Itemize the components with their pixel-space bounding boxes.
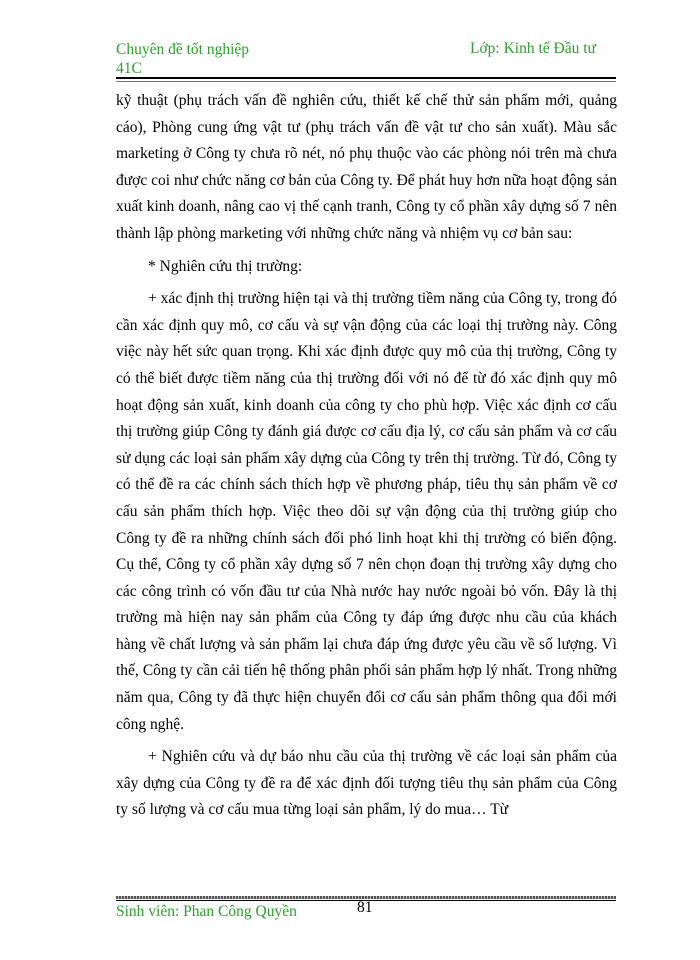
header-title-line: Chuyên đề tốt nghiệp [116, 41, 250, 58]
header-class-code: 41C [116, 60, 142, 77]
page-number: 81 [357, 899, 373, 916]
header-class-name: Lớp: Kinh tế Đầu tư [470, 40, 596, 57]
header-rule [116, 77, 616, 79]
paragraph-intro: kỹ thuật (phụ trách vấn đề nghiên cứu, thiết kế chế thử sản phẩm mới, quảng cáo), Phòng cung ứng vật tư (phụ trách vấn đề vật tư cho sản xuất). Màu sắc marketing ở Công ty chưa rõ nét, nó phụ thuộc vào các phòng nói trên mà chưa được coi như chức năng cơ bản của Công ty. Để phát huy hơn nữa hoạt động sản xuất kinh doanh, nâng cao vị thế cạnh tranh, Công ty cổ phần xây dựng số 7 nên thành lập phòng marketing với những chức năng và nhiệm vụ cơ bản sau: [116, 92, 617, 242]
paragraph-market-identification: + xác định thị trường hiện tại và thị trường tiềm năng của Công ty, trong đó cần xác định quy mô, cơ cấu và sự vận động của các loại thị trường này. Công việc này hết sức quan trọng. Khi xác định được quy mô của thị trường, Công ty có thể biết được tiềm năng của thị trường đối với nó để từ đó xác định quy mô hoạt động sản xuất, kinh doanh của công ty cho phù hợp. Việc xác định cơ cấu thị trường giúp Công ty đánh giá được cơ cấu địa lý, cơ cấu sản phẩm và cơ cấu sử dụng các loại sản phẩm xây dựng của Công ty trên thị trường. Từ đó, Công ty có thể đề ra các chính sách thích hợp về phương pháp, tiêu thụ sản phẩm về cơ cấu sản phẩm thích hợp. Việc theo dõi sự vận động của thị trường giúp cho Công ty đề ra những chính sách đối phó linh hoạt khi thị trường có biến động. Cụ thể, Công ty cổ phần xây dựng số 7 nên chọn đoạn thị trường xây dựng cho các công trình có vốn đầu tư của Nhà nước hay nước ngoài bỏ vốn. Đây là thị trường mà hiện nay sản phẩm của Công ty đáp ứng được nhu cầu của khách hàng về chất lượng và sản phẩm lại chưa đáp ứng được yêu cầu về số lượng. Vì thế, Công ty cần cải tiến hệ thống phân phối sản phẩm hợp lý nhất. Trong những năm qua, Công ty đã thực hiện chuyển đổi cơ cấu sản phẩm thông qua đổi mới công nghệ. [116, 290, 617, 733]
footer-student-name: Sinh viên: Phan Công Quyền [116, 903, 297, 920]
page-body [116, 88, 617, 824]
header-course-title [116, 40, 249, 78]
header-rule-thin [116, 81, 616, 82]
section-heading-market-research: * Nghiên cứu thị trường: [148, 257, 303, 275]
paragraph-demand-forecast: + Nghiên cứu và dự báo nhu cầu của thị trường về các loại sản phẩm của xây dựng của Công ty đề ra để xác định đối tượng tiêu thụ sản phẩm của Công ty số lượng và cơ cấu mua từng loại sản phẩm, lý do mua… Từ [116, 748, 617, 819]
